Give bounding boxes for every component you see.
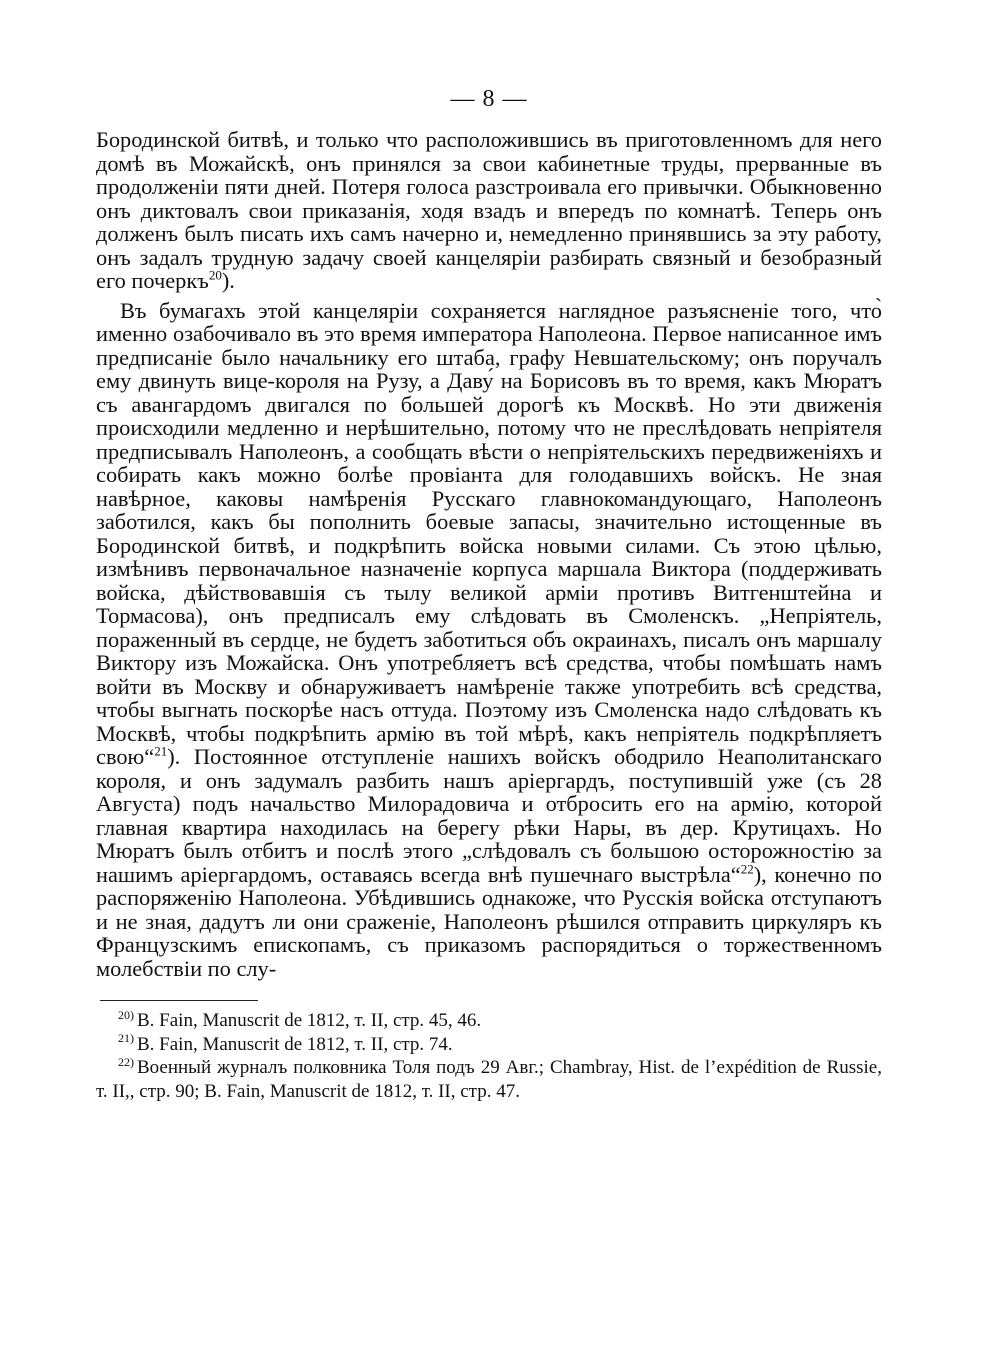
footnote-text: B. Fain, Manuscrit de 1812, т. II, стр. 45, 46. [137,1010,482,1031]
paragraph-1-text: Бородинской битвѣ, и только что расположившись въ приготовленномъ для него домѣ въ Можайскѣ, онъ принялся за свои кабинетные труды, прерванные въ продолженіи пяти дней. Потеря голоса разстроивала его привычки. Обыкновенно онъ диктовалъ свои приказанія, ходя взадъ и впередъ по комнатѣ. Теперь онъ долженъ былъ писать ихъ самъ начерно и, немедленно принявшись за эту работу, онъ задалъ трудную задачу своей канцеляріи разбирать связный и безобразный его почеркъ [96,127,882,293]
footnote-ref-20: 20 [208,267,222,283]
paragraph-1 [96,128,882,293]
paragraph-1-tail: ). [221,268,235,293]
footnote-number: 20) [118,1007,134,1022]
footnotes-list [96,1009,882,1103]
footnote-number: 22) [118,1054,134,1069]
footnote-22 [96,1056,882,1103]
footnote-ref-21: 21 [154,743,168,759]
paragraph-2-text-c: ), конечно по распоряженію Наполеона. Убѣдившись однакоже, что Русскія войска отступаютъ и не зная, дадутъ ли они сраженіе, Наполеонъ рѣшился отправить циркуляръ къ Французскимъ епископамъ, съ приказомъ распорядиться о торжественномъ молебствіи по слу- [96,861,882,981]
book-page [96,84,882,1103]
footnote-ref-22: 22 [740,861,754,877]
paragraph-2-text-a: Въ бумагахъ этой канцеляріи сохраняется наглядное разъясненіе того, что̀ именно озабочивало въ это время императора Наполеона. Первое написанное имъ предписаніе было начальнику его штаба, графу Невшательскому; онъ поручалъ ему двинуть вице-короля на Рузу, а Даву́ на Борисовъ въ то время, какъ Мюратъ съ авангардомъ двигался по большей дорогѣ къ Москвѣ. Но эти движенія происходили медленно и нерѣшительно, потому что не преслѣдовать непріятеля предписывалъ Наполеонъ, а сообщать вѣсти о непріятельскихъ передвиженіяхъ и собирать какъ можно болѣе провіанта для голодавшихъ войскъ. Не зная навѣрное, каковы намѣренія Русскаго главнокомандующаго, Наполеонъ заботился, какъ бы пополнить боевые запасы, значительно истощенные въ Бородинской битвѣ, и подкрѣпить войска новыми силами. Съ этою цѣлью, измѣнивъ первоначальное назначеніе корпуса маршала Виктора (поддерживать войска, дѣйствовавшія съ тылу великой арміи противъ Витгенштейна и Тормасова), онъ предписалъ ему слѣдовать въ Смоленскъ. „Непріятель, пораженный въ сердце, не будетъ заботиться объ окраинахъ, писалъ онъ маршалу Виктору изъ Можайска. Онъ употребляетъ всѣ средства, чтобы помѣшать намъ войти въ Москву и обнаруживаетъ намѣреніе также употребить всѣ средства, чтобы выгнать поскорѣе насъ оттуда. Поэтому изъ Смоленска надо слѣдовать къ Москвѣ, чтобы подкрѣпить армію въ той мѣрѣ, какъ непріятель подкрѣпляетъ свою“ [96,297,882,769]
footnote-divider [100,1000,258,1001]
footnote-number: 21) [118,1031,134,1046]
footnote-21 [96,1033,882,1057]
footnote-20 [96,1009,882,1033]
footnote-text: Военный журналъ полковника Толя подъ 29 Авг.; Chambray, Hist. de l’expédition de Russie, т. II,, стр. 90; B. Fain, Manuscrit de 1812, т. II, стр. 47. [96,1057,882,1102]
paragraph-2-text-b: ). Постоянное отступленіе нашихъ войскъ ободрило Неаполитанскаго короля, и онъ задумалъ разбить нашъ аріергардъ, поступившій уже (съ 28 Августа) подъ начальство Милорадовича и отбросить его на армію, которой главная квартира находилась на берегу рѣки Нары, въ дер. Крутицахъ. Но Мюратъ былъ отбитъ и послѣ этого „слѣдовалъ съ большою осторожностію за нашимъ аріергардомъ, оставаясь всегда внѣ пушечнаго выстрѣла“ [96,744,882,887]
page-number: — 8 — [450,86,528,112]
footnote-text: B. Fain, Manuscrit de 1812, т. II, стр. 74. [137,1033,453,1055]
paragraph-2 [96,299,882,981]
